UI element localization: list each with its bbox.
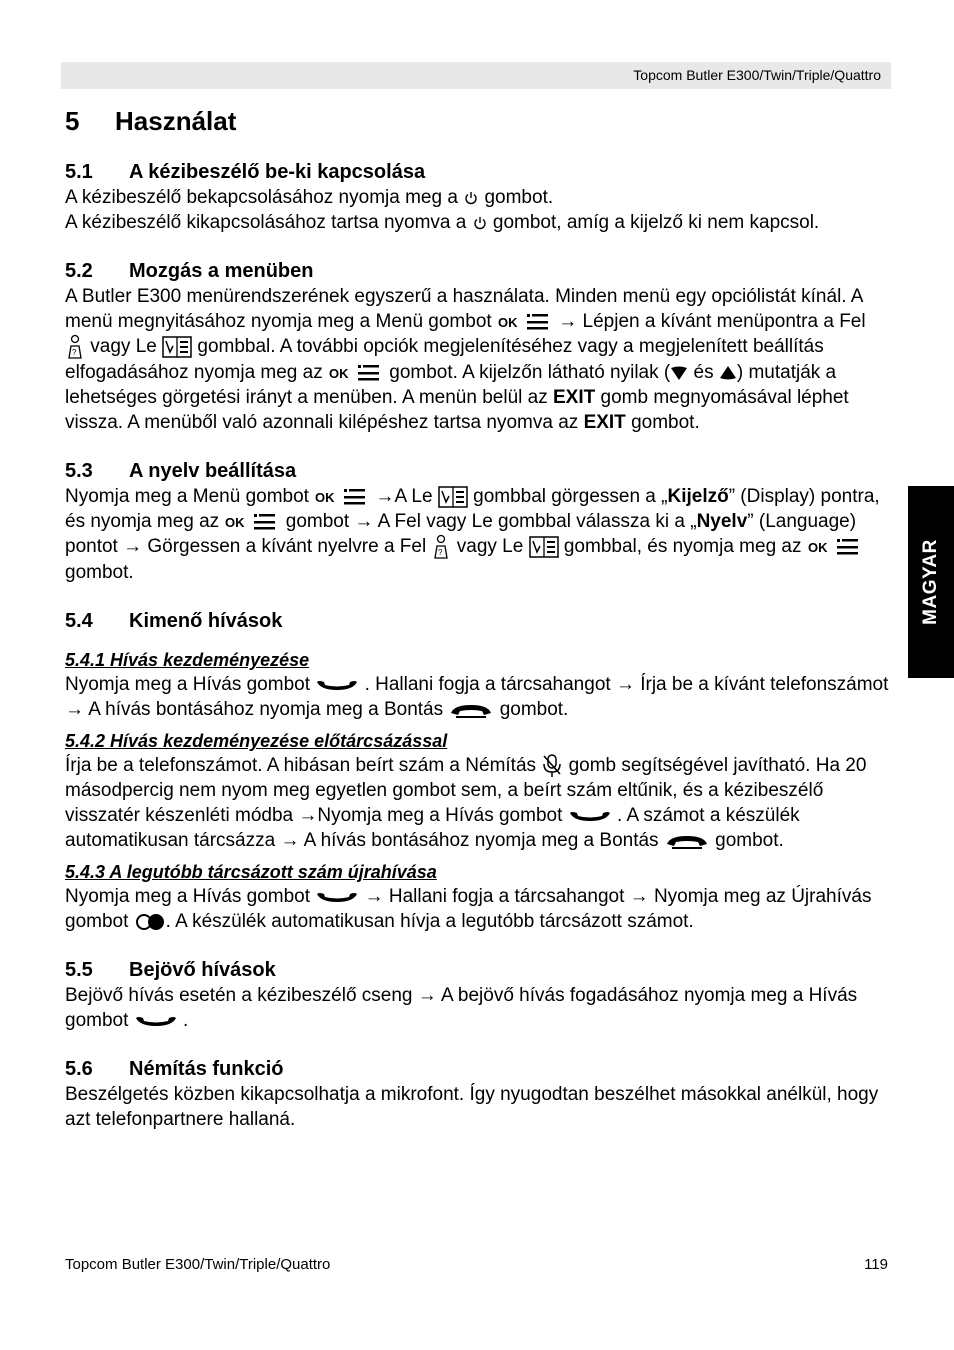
header-title: Topcom Butler E300/Twin/Triple/Quattro [633,67,881,83]
text: → Lépjen a kívánt menüpontra a Fel [558,311,866,332]
text: . A számot a készülék automatikusan tárcsázza → A hívás bontásához nyomja meg a Bontás [65,805,800,851]
text: Nyomja meg a Hívás gombot [65,886,310,907]
hang-up-icon [664,832,710,850]
text: . A készülék automatikusan hívja a legutóbb tárcsázott számot. [165,911,694,932]
section-number: 5.4 [65,610,93,632]
section-title: Kimenő hívások [129,610,283,632]
ok-menu-icon [224,511,280,533]
paragraph [65,884,890,934]
ok-menu-icon [807,536,863,558]
text: A kézibeszélő bekapcsolásához nyomja meg a [65,187,458,208]
chapter-heading [65,104,890,138]
subsection-heading-5-4-2: 5.4.2 Hívás kezdeményezése előtárcsázással [65,731,448,751]
text: . [182,1010,189,1031]
text: gombot. [631,412,700,433]
section-heading-5-5 [65,957,890,983]
text: és [693,362,714,383]
up-key-icon [65,334,85,360]
section-heading-5-1 [65,159,890,185]
section-title: Mozgás a menüben [129,260,314,282]
text: →A Le [375,486,433,507]
section-number: 5.2 [65,260,93,282]
text: . Hallani fogja a tárcsahangot → Írja be a kívánt telefonszámot → A hívás bontásához nyomja meg a Bontás [65,674,889,720]
text: Nyomja meg a Menü gombot [65,486,309,507]
text: Nyomja meg a Hívás gombot [65,674,310,695]
section-number: 5.3 [65,460,93,482]
text: vagy Le [456,536,524,558]
text: vagy Le [90,336,157,358]
text: A kézibeszélő kikapcsolásához tartsa nyomva a [65,212,467,233]
svg-text:OK: OK [225,514,245,530]
paragraph [65,284,890,435]
paragraph [65,185,890,235]
paragraph [65,672,890,722]
down-arrow-icon [670,365,688,381]
text: gombot. [715,830,784,851]
redial-icon [134,912,166,932]
text: gombot. [484,187,554,208]
text: gombot. [65,562,134,583]
page-header [61,62,891,89]
section-number: 5.5 [65,959,93,981]
text: ” (Display) pontra, és nyomja meg az [65,486,880,532]
down-key-icon [162,336,192,358]
hang-up-icon [448,701,494,719]
text: → Hallani fogja a tárcsahangot → Nyomja meg az Újrahívás gombot [65,886,872,932]
svg-text:OK: OK [329,365,349,381]
chapter-number: 5 [65,106,80,136]
paragraph [65,983,890,1033]
ok-menu-icon [314,486,370,508]
section-title: Bejövő hívások [129,959,276,981]
chapter-title: Használat [115,106,237,136]
down-key-icon [438,486,468,508]
svg-text:?: ? [72,348,77,357]
section-title: A nyelv beállítása [129,460,297,482]
paragraph: Beszélgetés közben kikapcsolhatja a mikrofont. Így nyugodtan beszélhet másokkal anélkül, hogy azt telefonpartnere hallaná. [65,1084,879,1130]
down-key-icon [529,536,559,558]
footer-title: Topcom Butler E300/Twin/Triple/Quattro [65,1256,331,1273]
text: gombbal görgessen a „ [473,486,668,507]
text: ) mutatják a lehetséges görgetési irányt a menüben. A menün belül az [65,362,837,408]
text: gombbal. A további opciók megjelenítéséhez vagy a megjelenített beállítás elfogadásához nyomja meg az [65,336,824,383]
language-tab-label: MAGYAR [920,539,941,625]
section-heading-5-4 [65,608,890,634]
text: gombot. [499,699,569,720]
subsection-heading-5-4-3: 5.4.3 A legutóbb tárcsázott szám újrahívása [65,862,437,882]
page-number: 119 [864,1256,888,1273]
call-icon [315,678,359,692]
text: Bejövő hívás esetén a kézibeszélő cseng → A bejövő hívás fogadásához nyomja meg a Hívás gombot [65,985,858,1031]
up-arrow-icon [719,365,737,381]
exit-key-label: EXIT [583,412,626,433]
ok-menu-icon [497,311,553,333]
svg-text:OK: OK [497,314,518,330]
paragraph [65,484,890,585]
text: Írja be a telefonszámot. A hibásan beírt szám a Némítás [65,755,537,776]
text: gombot → A Fel vagy Le gombbal válassza ki a „ [285,511,697,532]
text: gomb segítségével javítható. Ha 20 másodpercig nem nyom meg egyetlen gombot sem, a beírt szám eltűnik, és a kézibeszélő visszatér készenléti módba →Nyomja meg a Hívás gombot [65,755,867,826]
text: gombbal, és nyomja meg az [563,536,802,558]
svg-text:OK: OK [315,489,335,505]
section-heading-5-2 [65,258,890,284]
menu-item-name: Kijelző [667,486,729,507]
text: A Butler E300 menürendszerének egyszerű a használata. Minden menü egy opciólistát kínál. A menü megnyitásához nyomja meg a Menü gombot [65,286,863,332]
mute-icon [541,754,563,778]
up-key-icon [431,534,451,560]
call-icon [568,809,612,823]
svg-text:?: ? [438,548,443,557]
power-icon [472,215,488,231]
power-icon [463,190,479,206]
text: gomb megnyomásával léphet vissza. A menüből való azonnali kilépéshez tartsa nyomva az [65,387,849,433]
section-title: Némítás funkció [129,1058,284,1080]
section-number: 5.6 [65,1058,93,1080]
paragraph [65,753,890,853]
language-tab [908,486,954,678]
subsection-heading-5-4-1: 5.4.1 Hívás kezdeményezése [65,650,310,670]
page-content [65,100,890,1132]
text: gombot, amíg a kijelző ki nem kapcsol. [492,212,820,233]
menu-item-name: Nyelv [696,511,748,532]
exit-key-label: EXIT [553,387,596,408]
section-title: A kézibeszélő be-ki kapcsolása [129,161,426,183]
call-icon [315,890,359,904]
text: ” (Language) pontot → Görgessen a kívánt nyelvre a Fel [65,511,857,558]
section-heading-5-6 [65,1056,890,1082]
call-icon [134,1014,178,1028]
svg-text:OK: OK [807,540,828,555]
text: gombot. A kijelzőn látható nyilak ( [389,362,671,383]
section-heading-5-3 [65,458,890,484]
section-number: 5.1 [65,161,93,183]
ok-menu-icon [328,362,384,384]
